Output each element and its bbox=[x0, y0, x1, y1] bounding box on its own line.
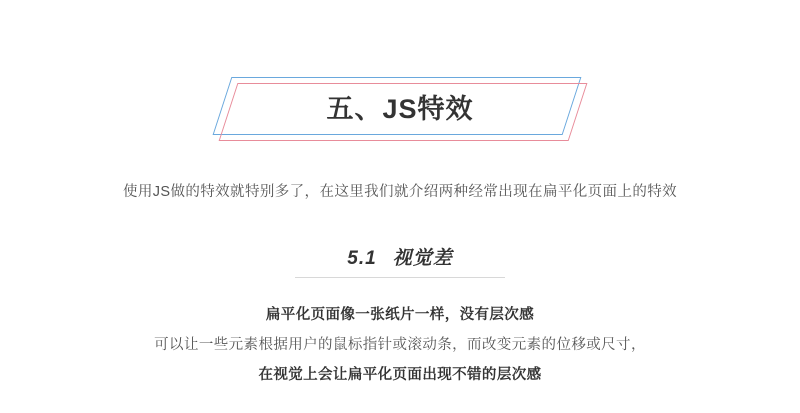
section-heading bbox=[0, 243, 800, 280]
body-line: 在视觉上会让扁平化页面出现不错的层次感 bbox=[258, 367, 542, 383]
body-line: 扁平化页面像一张纸片一样，没有层次感 bbox=[265, 307, 535, 323]
heading-divider bbox=[295, 277, 505, 278]
title-banner-block bbox=[0, 80, 800, 150]
section-number: 5.1 bbox=[347, 248, 377, 269]
section-heading-inner bbox=[347, 243, 452, 280]
body-line: 可以让一些元素根据用户的鼠标指针或滚动条，而改变元素的位移或尺寸， bbox=[154, 337, 646, 353]
title-banner bbox=[225, 80, 575, 138]
intro-paragraph: 使用JS做的特效就特别多了，在这里我们就介绍两种经常出现在扁平化页面上的特效 bbox=[122, 184, 678, 200]
body-text-block bbox=[0, 300, 800, 390]
page-title: 五、JS特效 bbox=[326, 94, 474, 124]
section-name: 视觉差 bbox=[392, 248, 453, 269]
